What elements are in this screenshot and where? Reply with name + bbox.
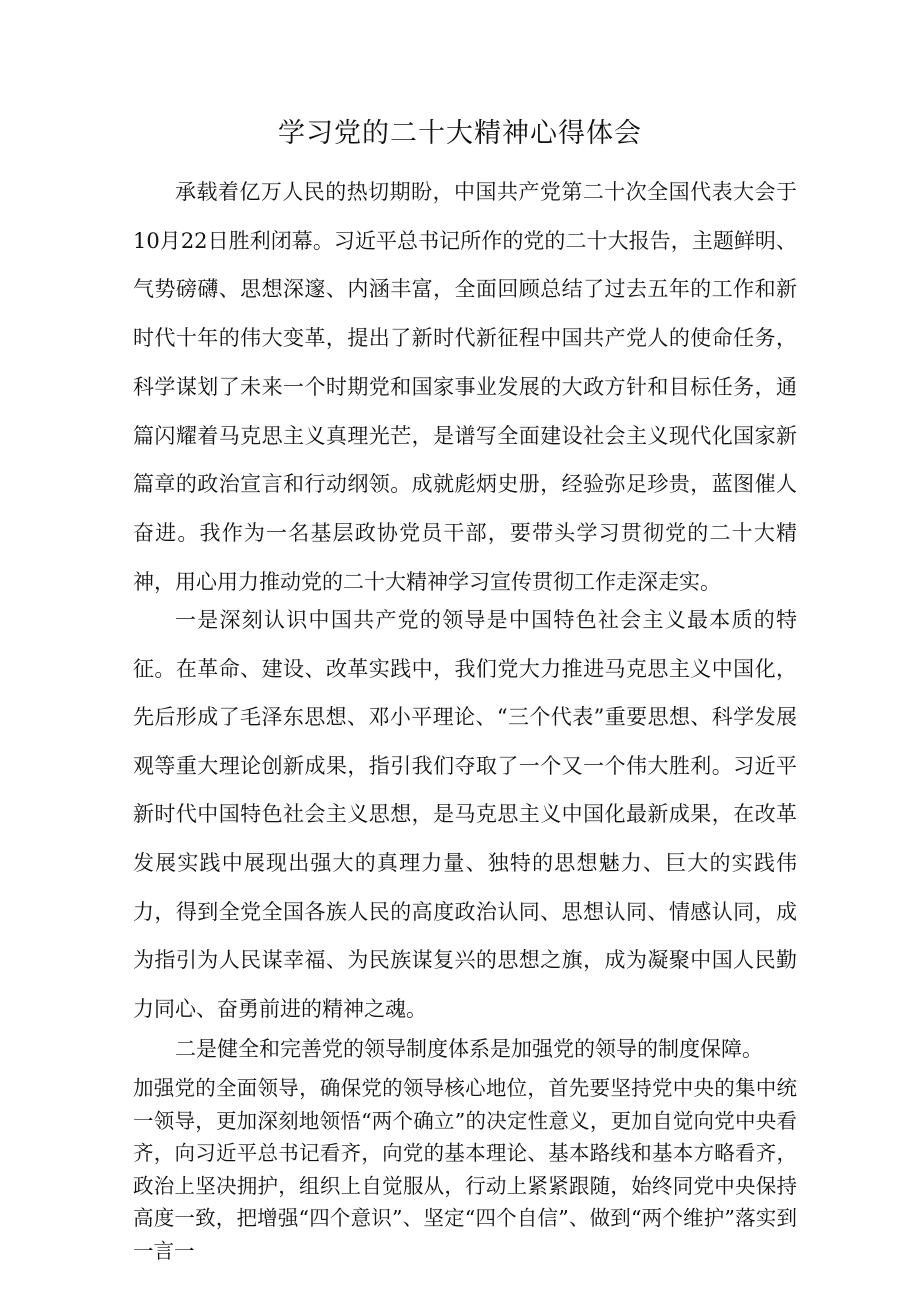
document-title: 学习党的二十大精神心得体会 [278, 118, 642, 149]
paragraph-intro: 承载着亿万人民的热切期盼，中国共产党第二十次全国代表大会于10月22日胜利闭幕。习近平总书记所作的党的二十大报告，主题鲜明、气势磅礴、思想深邃、内涵丰富，全面回顾总结了过去五年的工作和新时代十年的伟大变革，提出了新时代新征程中国共产党人的使命任务，科学谋划了未来一个时期党和国家事业发展的大政方针和目标任务，通篇闪耀着马克思主义真理光芒，是谱写全面建设社会主义现代化国家新篇章的政治宣言和行动纲领。成就彪炳史册，经验弥足珍贵，蓝图催人奋进。我作为一名基层政协党员干部，要带头学习贯彻党的二十大精神，用心用力推动党的二十大精神学习宣传贯彻工作走深走实。 [133, 180, 797, 594]
paragraph-point-two-body: 加强党的全面领导，确保党的领导核心地位，首先要坚持党中央的集中统一领导，更加深刻地领悟“两个确立”的决定性意义，更加自觉向党中央看齐，向习近平总书记看齐，向党的基本理论、基本路线和基本方略看齐，政治上坚决拥护，组织上自觉服从，行动上紧紧跟随，始终同党中央保持高度一致，把增强“四个意识”、坚定“四个自信”、做到“两个维护”落实到一言一 [133, 1076, 797, 1263]
paragraph-point-two-heading: 二是健全和完善党的领导制度体系是加强党的领导的制度保障。 [175, 1037, 763, 1061]
paragraph-point-one: 一是深刻认识中国共产党的领导是中国特色社会主义最本质的特征。在革命、建设、改革实践中，我们党大力推进马克思主义中国化，先后形成了毛泽东思想、邓小平理论、“三个代表”重要思想、科学发展观等重大理论创新成果，指引我们夺取了一个又一个伟大胜利。习近平新时代中国特色社会主义思想，是马克思主义中国化最新成果，在改革发展实践中展现出强大的真理力量、独特的思想魅力、巨大的实践伟力，得到全党全国各族人民的高度政治认同、思想认同、情感认同，成为指引为人民谋幸福、为民族谋复兴的思想之旗，成为凝聚中国人民勤力同心、奋勇前进的精神之魂。 [133, 608, 797, 1021]
